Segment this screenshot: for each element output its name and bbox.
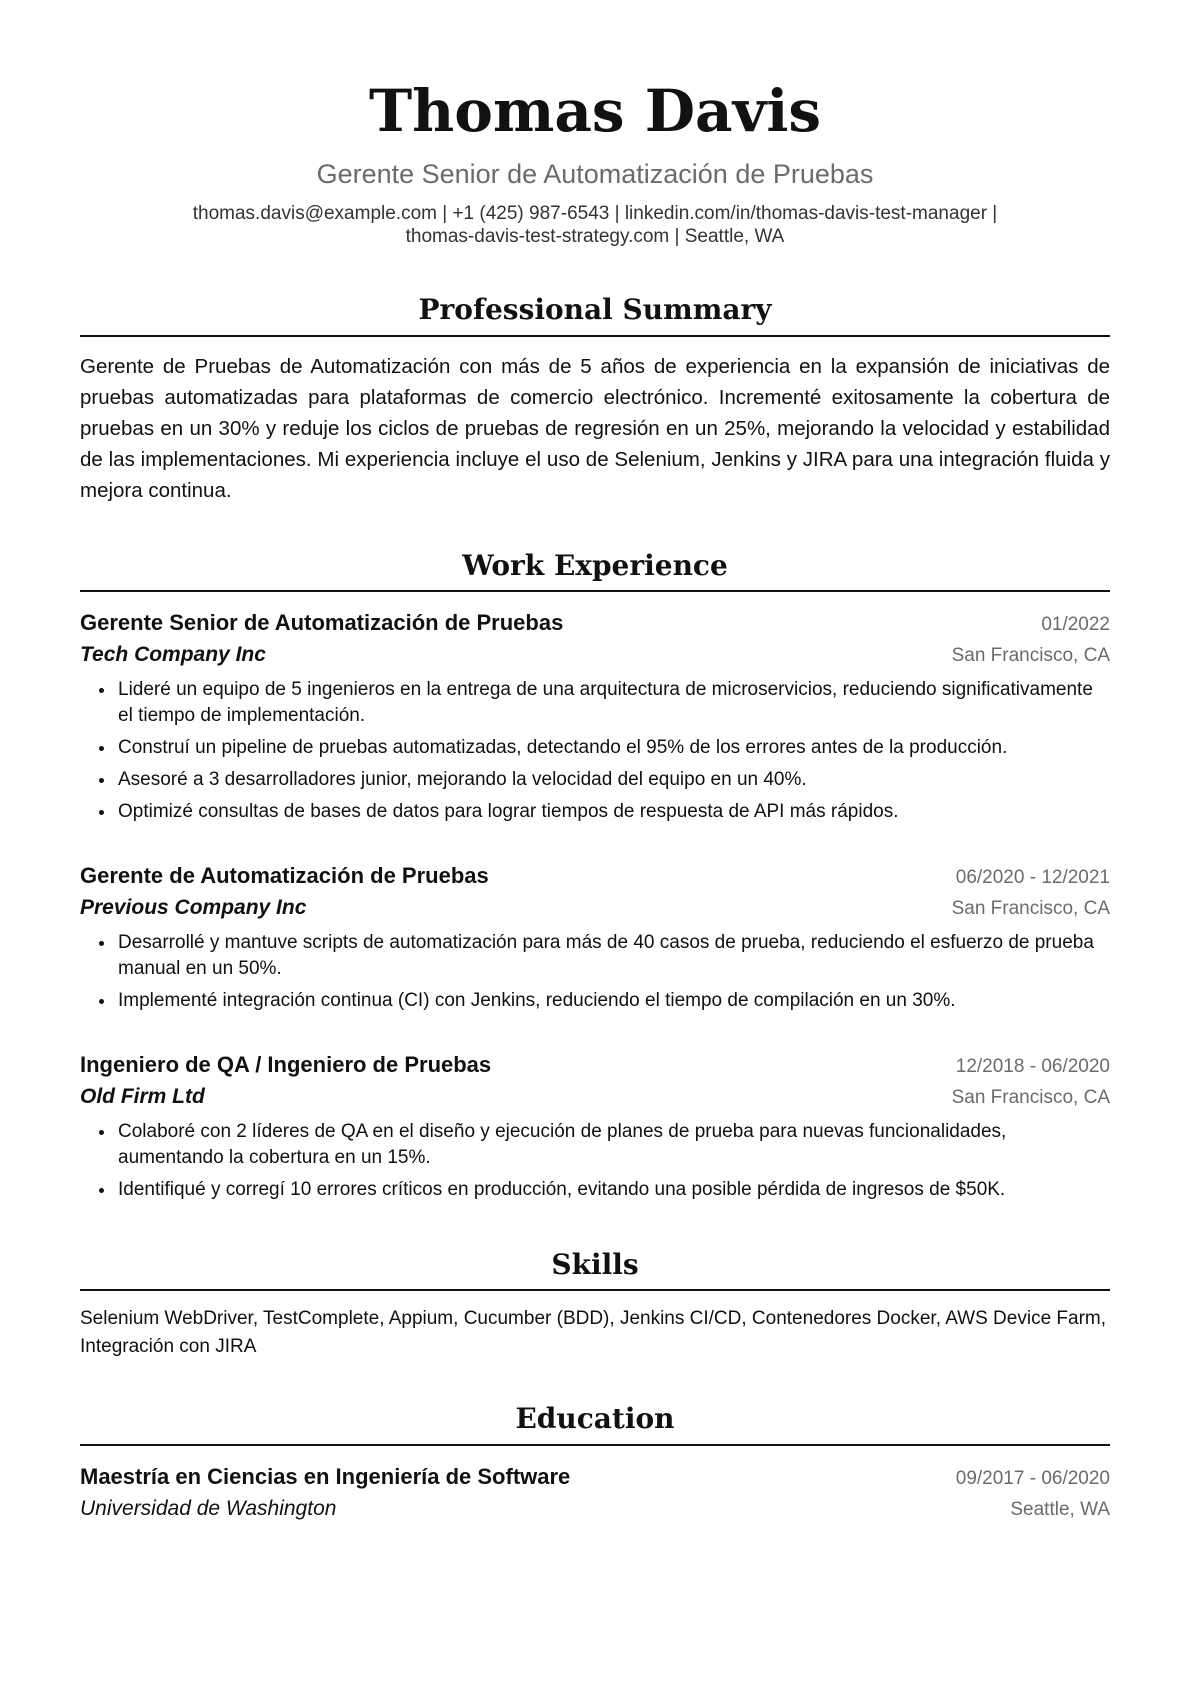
job-entry	[80, 1050, 1110, 1203]
education-entry	[80, 1462, 1110, 1525]
candidate-title: Gerente Senior de Automatización de Pruebas	[316, 158, 874, 189]
summary-heading: Professional Summary	[80, 292, 1110, 336]
job-company: Tech Company Inc	[80, 642, 266, 666]
job-bullets	[80, 677, 1110, 825]
experience-heading: Work Experience	[80, 548, 1110, 592]
education-school: Universidad de Washington	[80, 1496, 337, 1520]
job-dates: 06/2020 - 12/2021	[955, 866, 1110, 888]
education-degree: Maestría en Ciencias en Ingeniería de Software	[80, 1463, 571, 1489]
skills-heading: Skills	[80, 1247, 1110, 1291]
contact-line-2: thomas-davis-test-strategy.com | Seattle, WA	[405, 226, 785, 248]
summary-text: Gerente de Pruebas de Automatización con más de 5 años de experiencia en la expansión de iniciativas de pruebas automatizadas para plataformas de comercio electrónico. Incrementé exitosamente la cobertura de pruebas en un 30% y reduje los ciclos de pruebas de regresión en un 25%, mejorando la velocidad y estabilidad de las implementaciones. Mi experiencia incluye el uso de Selenium, Jenkins y JIRA para una integración fluida y mejora continua.	[80, 354, 1110, 502]
skills-section	[80, 1247, 1110, 1361]
job-dates: 01/2022	[1041, 613, 1110, 635]
job-entry	[80, 608, 1110, 825]
job-location: San Francisco, CA	[951, 644, 1110, 666]
education-heading: Education	[80, 1401, 1110, 1445]
job-bullet: • Lideré un equipo de 5 ingenieros en la entrega de una arquitectura de microservicios, reduciendo significativamente el tiempo de implementación.	[116, 677, 1110, 729]
job-bullet: • Asesoré a 3 desarrolladores junior, mejorando la velocidad del equipo en un 40%.	[116, 767, 1110, 793]
job-location: San Francisco, CA	[951, 1086, 1110, 1108]
job-bullet: • Desarrollé y mantuve scripts de automatización para más de 40 casos de prueba, reduciendo el esfuerzo de prueba manual en un 50%.	[116, 930, 1110, 982]
education-section	[80, 1401, 1110, 1524]
job-location: San Francisco, CA	[951, 897, 1110, 919]
job-bullet: • Implementé integración continua (CI) con Jenkins, reduciendo el tiempo de compilación en un 30%.	[116, 988, 1110, 1014]
job-bullet: • Colaboré con 2 líderes de QA en el diseño y ejecución de planes de prueba para nuevas funcionalidades, aumentando la cobertura en un 15%.	[116, 1119, 1110, 1171]
job-bullets	[80, 930, 1110, 1014]
contact-info	[145, 202, 1045, 248]
job-role: Gerente de Automatización de Pruebas	[80, 862, 489, 888]
job-bullets	[80, 1119, 1110, 1203]
summary-section	[80, 292, 1110, 505]
education-dates: 09/2017 - 06/2020	[955, 1467, 1110, 1489]
education-location: Seattle, WA	[1010, 1498, 1110, 1520]
job-company: Old Firm Ltd	[80, 1084, 205, 1108]
job-bullet: • Identifiqué y corregí 10 errores críticos en producción, evitando una posible pérdida de ingresos de $50K.	[116, 1177, 1110, 1203]
job-dates: 12/2018 - 06/2020	[955, 1055, 1110, 1077]
job-role: Ingeniero de QA / Ingeniero de Pruebas	[80, 1051, 492, 1077]
skills-text: Selenium WebDriver, TestComplete, Appium, Cucumber (BDD), Jenkins CI/CD, Contenedores Docker, AWS Device Farm, Integración con JIRA	[80, 1308, 1107, 1358]
experience-section	[80, 548, 1110, 1203]
job-entry	[80, 861, 1110, 1014]
job-company: Previous Company Inc	[80, 895, 307, 919]
resume-header	[80, 77, 1110, 248]
job-bullet: • Construí un pipeline de pruebas automatizadas, detectando el 95% de los errores antes de la producción.	[116, 735, 1110, 761]
contact-line-1: thomas.davis@example.com | +1 (425) 987-6543 | linkedin.com/in/thomas-davis-test-manager |	[192, 203, 998, 225]
job-bullet: • Optimizé consultas de bases de datos para lograr tiempos de respuesta de API más rápidos.	[116, 799, 1110, 825]
job-role: Gerente Senior de Automatización de Pruebas	[80, 609, 564, 635]
candidate-name: Thomas Davis	[368, 77, 822, 145]
